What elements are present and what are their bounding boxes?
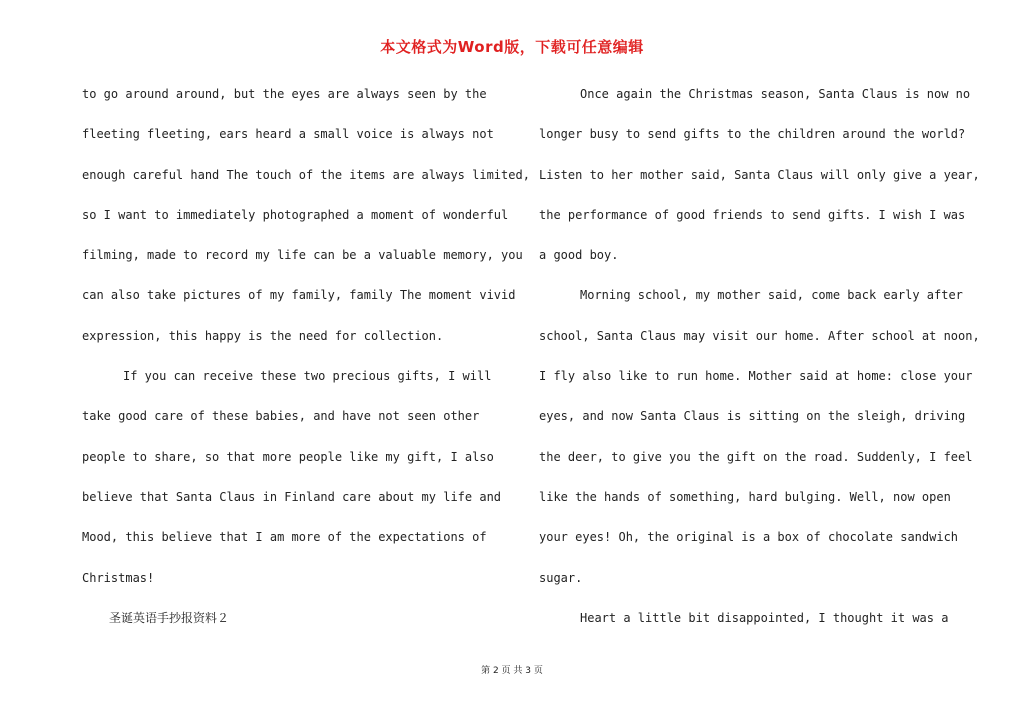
text-line: Mood, this believe that I am more of the expectations of: [82, 530, 487, 545]
text-line: filming, made to record my life can be a valuable memory, you: [82, 248, 523, 263]
text-line: eyes, and now Santa Claus is sitting on the sleigh, driving: [539, 409, 966, 424]
text-line: school, Santa Claus may visit our home. After school at noon,: [539, 328, 980, 343]
text-line: longer busy to send gifts to the children around the world?: [539, 127, 966, 142]
text-line: sugar.: [539, 570, 583, 585]
section-heading: 圣诞英语手抄报资料２: [109, 610, 230, 625]
right-text-column: [539, 84, 979, 648]
text-line: enough careful hand The touch of the items are always limited,: [82, 167, 530, 182]
text-line: Listen to her mother said, Santa Claus will only give a year,: [539, 167, 980, 182]
text-line: your eyes! Oh, the original is a box of chocolate sandwich: [539, 530, 959, 545]
left-text-column: [82, 84, 530, 648]
text-line: fleeting fleeting, ears heard a small voice is always not: [82, 127, 494, 142]
text-line: I fly also like to run home. Mother said at home: close your: [539, 369, 973, 384]
text-line: the performance of good friends to send gifts. I wish I was: [539, 207, 966, 222]
text-line: so I want to immediately photographed a moment of wonderful: [82, 207, 509, 222]
text-line: people to share, so that more people like my gift, I also: [82, 449, 494, 464]
text-line: Christmas!: [82, 570, 155, 585]
text-line: to go around around, but the eyes are always seen by the: [82, 87, 487, 101]
page-number-footer: 第 2 页 共 3 页: [481, 666, 543, 676]
text-line: like the hands of something, hard bulging. Well, now open: [539, 489, 951, 504]
text-line: a good boy.: [539, 248, 619, 263]
text-line: can also take pictures of my family, family The moment vivid: [82, 288, 516, 303]
text-line: Morning school, my mother said, come back early after: [580, 288, 963, 303]
text-line: expression, this happy is the need for collection.: [82, 328, 444, 343]
text-line: If you can receive these two precious gifts, I will: [123, 369, 492, 384]
text-line: Heart a little bit disappointed, I thought it was a: [580, 610, 949, 625]
text-line: Once again the Christmas season, Santa Claus is now no: [580, 87, 971, 101]
word-format-banner: 本文格式为Word版，下载可任意编辑: [380, 38, 644, 56]
text-line: believe that Santa Claus in Finland care about my life and: [82, 489, 502, 504]
text-line: the deer, to give you the gift on the road. Suddenly, I feel: [539, 449, 973, 464]
text-line: take good care of these babies, and have not seen other: [82, 409, 480, 424]
